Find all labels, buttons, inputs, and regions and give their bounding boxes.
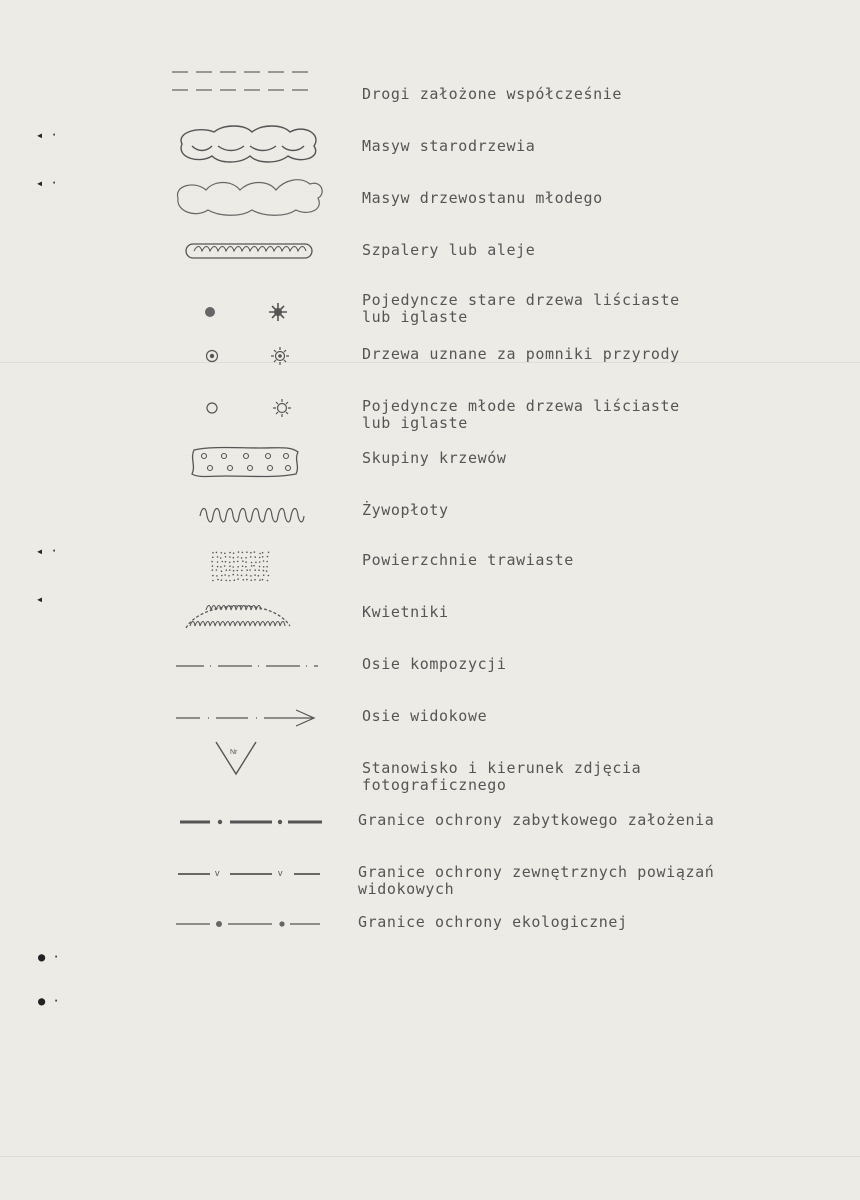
legend-label: Żywopłoty bbox=[362, 501, 449, 519]
stipple-dot bbox=[242, 552, 244, 554]
stipple-dot bbox=[216, 552, 218, 554]
stipple-dot bbox=[221, 552, 223, 554]
stipple-dot bbox=[241, 557, 243, 559]
dash-dot-line-icon bbox=[170, 646, 330, 686]
stipple-dot bbox=[245, 561, 247, 563]
stipple-dot bbox=[254, 579, 256, 581]
stipple-dot bbox=[259, 557, 261, 559]
stipple-dot bbox=[225, 561, 227, 563]
stipple-dot bbox=[217, 566, 219, 568]
double-dashed-line-icon bbox=[170, 62, 330, 102]
stipple-dot bbox=[242, 565, 244, 567]
stipple-dot bbox=[267, 580, 269, 582]
legend-label: Pojedyncze młode drzewa liściaste lub iglaste bbox=[362, 397, 680, 432]
legend-label: Osie widokowe bbox=[362, 707, 488, 725]
stipple-dot bbox=[259, 553, 261, 555]
stipple-dot bbox=[232, 574, 234, 576]
stipple-dot bbox=[251, 565, 253, 567]
stipple-dot bbox=[237, 578, 239, 580]
stipple-dot bbox=[229, 580, 231, 582]
margin-mark: ◂ · bbox=[36, 176, 58, 190]
stipple-dot bbox=[216, 569, 218, 571]
stipple-dot bbox=[212, 580, 214, 582]
stipple-dot bbox=[262, 556, 264, 558]
stipple-dot bbox=[238, 551, 240, 553]
bold-dash-dot-line-icon bbox=[170, 802, 330, 842]
stipple-dot bbox=[221, 579, 223, 581]
stipple-dot bbox=[229, 562, 231, 564]
stipple-dot bbox=[250, 552, 252, 554]
stipple-dot bbox=[255, 562, 257, 564]
stipple-dot bbox=[237, 570, 239, 572]
stipple-dot bbox=[266, 566, 268, 568]
stipple-dot bbox=[237, 561, 239, 563]
stipple-dot bbox=[258, 575, 260, 577]
stipple-dot bbox=[221, 575, 223, 577]
legend-label: Osie kompozycji bbox=[362, 655, 507, 673]
open-circle-and-star-icon bbox=[170, 388, 330, 428]
line-triangle-icon bbox=[170, 854, 330, 894]
stipple-dot bbox=[253, 565, 255, 567]
legend-label: Masyw starodrzewia bbox=[362, 137, 536, 155]
stipple-dot bbox=[224, 553, 226, 555]
stipple-dot bbox=[212, 552, 214, 554]
stipple-dot bbox=[263, 574, 265, 576]
ringed-dot-and-star-icon bbox=[170, 336, 330, 376]
stipple-dot bbox=[233, 552, 235, 554]
stipple-dot bbox=[212, 557, 214, 559]
loop-chain-icon bbox=[170, 232, 330, 272]
stipple-dot bbox=[250, 575, 252, 577]
stipple-dot bbox=[263, 560, 265, 562]
stipple-dot bbox=[262, 552, 264, 554]
triangle-marker-text: v bbox=[215, 868, 220, 878]
legend-label: Skupiny krzewów bbox=[362, 449, 507, 467]
margin-mark: ◂ · bbox=[36, 128, 58, 142]
margin-mark: ● · bbox=[38, 950, 60, 964]
stipple-dot bbox=[263, 570, 265, 572]
stipple-dot bbox=[245, 566, 247, 568]
legend-label: Granice ochrony ekologicznej bbox=[358, 913, 628, 931]
stipple-dot bbox=[258, 569, 260, 571]
stipple-dot bbox=[233, 570, 235, 572]
stipple-dot bbox=[263, 566, 265, 568]
stipple-dot bbox=[266, 561, 268, 563]
stipple-dot bbox=[245, 557, 247, 559]
stipple-dot bbox=[251, 579, 253, 581]
stipple-patch-icon bbox=[170, 548, 330, 588]
filled-dot-and-star-icon bbox=[170, 292, 330, 332]
line-dot-icon bbox=[170, 904, 330, 944]
stipple-dot bbox=[237, 566, 239, 568]
stipple-dot bbox=[268, 575, 270, 577]
photo-wedge-icon bbox=[170, 738, 330, 780]
stipple-dot bbox=[211, 561, 213, 563]
margin-mark: ● · bbox=[38, 994, 60, 1008]
stipple-dot bbox=[217, 579, 219, 581]
stipple-dot bbox=[254, 551, 256, 553]
stipple-dot bbox=[222, 561, 224, 563]
stipple-dot bbox=[243, 579, 245, 581]
legend-label: Kwietniki bbox=[362, 603, 449, 621]
stipple-dot bbox=[259, 579, 261, 581]
stipple-dot bbox=[249, 569, 251, 571]
stipple-dot bbox=[237, 556, 239, 558]
open-cloud-icon bbox=[170, 176, 330, 216]
stipple-dot bbox=[237, 574, 239, 576]
stipple-dot bbox=[232, 566, 234, 568]
stipple-dot bbox=[254, 574, 256, 576]
legend-label: Powierzchnie trawiaste bbox=[362, 551, 574, 569]
stipple-dot bbox=[221, 570, 223, 572]
stipple-dot bbox=[241, 575, 243, 577]
stipple-dot bbox=[212, 569, 214, 571]
stipple-dot bbox=[251, 562, 253, 564]
scalloped-cloud-icon bbox=[170, 124, 330, 164]
legend-label: Granice ochrony zewnętrznych powiązań widokowych bbox=[358, 863, 715, 898]
stipple-dot bbox=[246, 569, 248, 571]
legend-label: Pojedyncze stare drzewa liściaste lub iglaste bbox=[362, 291, 680, 326]
stipple-dot bbox=[246, 579, 248, 581]
stipple-dot bbox=[229, 565, 231, 567]
shrub-blob-icon bbox=[170, 442, 330, 482]
stipple-dot bbox=[229, 569, 231, 571]
stipple-dot bbox=[224, 565, 226, 567]
triangle-marker-text: v bbox=[278, 868, 283, 878]
stipple-dot bbox=[246, 574, 248, 576]
margin-mark: ◂ bbox=[36, 592, 44, 606]
stipple-dot bbox=[259, 561, 261, 563]
legend-label: Stanowisko i kierunek zdjęcia fotograficznego bbox=[362, 759, 642, 794]
stipple-dot bbox=[262, 579, 264, 581]
stipple-dot bbox=[225, 580, 227, 582]
stipple-dot bbox=[220, 566, 222, 568]
stipple-dot bbox=[233, 557, 235, 559]
arched-wave-icon bbox=[170, 596, 330, 636]
margin-mark: ◂ · bbox=[36, 544, 58, 558]
photo-number-text: Nr bbox=[230, 749, 238, 756]
stipple-dot bbox=[268, 552, 270, 554]
stipple-dot bbox=[242, 560, 244, 562]
legend-label: Drzewa uznane za pomniki przyrody bbox=[362, 345, 680, 363]
stipple-dot bbox=[216, 575, 218, 577]
stipple-dot bbox=[267, 556, 269, 558]
wave-line-icon bbox=[170, 494, 330, 534]
stipple-dot bbox=[224, 574, 226, 576]
stipple-dot bbox=[217, 556, 219, 558]
stipple-dot bbox=[212, 575, 214, 577]
legend-label: Drogi założone współcześnie bbox=[362, 85, 623, 103]
legend-label: Granice ochrony zabytkowego założenia bbox=[358, 811, 715, 829]
stipple-dot bbox=[212, 565, 214, 567]
stipple-dot bbox=[229, 552, 231, 554]
stipple-dot bbox=[217, 561, 219, 563]
stipple-dot bbox=[250, 556, 252, 558]
stipple-dot bbox=[259, 566, 261, 568]
stipple-dot bbox=[234, 579, 236, 581]
stipple-dot bbox=[226, 569, 228, 571]
stipple-dot bbox=[228, 575, 230, 577]
stipple-dot bbox=[233, 561, 235, 563]
stipple-dot bbox=[254, 569, 256, 571]
stipple-dot bbox=[241, 570, 243, 572]
stipple-dot bbox=[266, 570, 268, 572]
stipple-dot bbox=[220, 557, 222, 559]
stipple-dot bbox=[246, 551, 248, 553]
stipple-dot bbox=[229, 556, 231, 558]
legend-label: Masyw drzewostanu młodego bbox=[362, 189, 603, 207]
legend-label: Szpalery lub aleje bbox=[362, 241, 536, 259]
stipple-dot bbox=[225, 556, 227, 558]
stipple-dot bbox=[254, 556, 256, 558]
dash-dot-arrow-icon bbox=[170, 698, 330, 738]
